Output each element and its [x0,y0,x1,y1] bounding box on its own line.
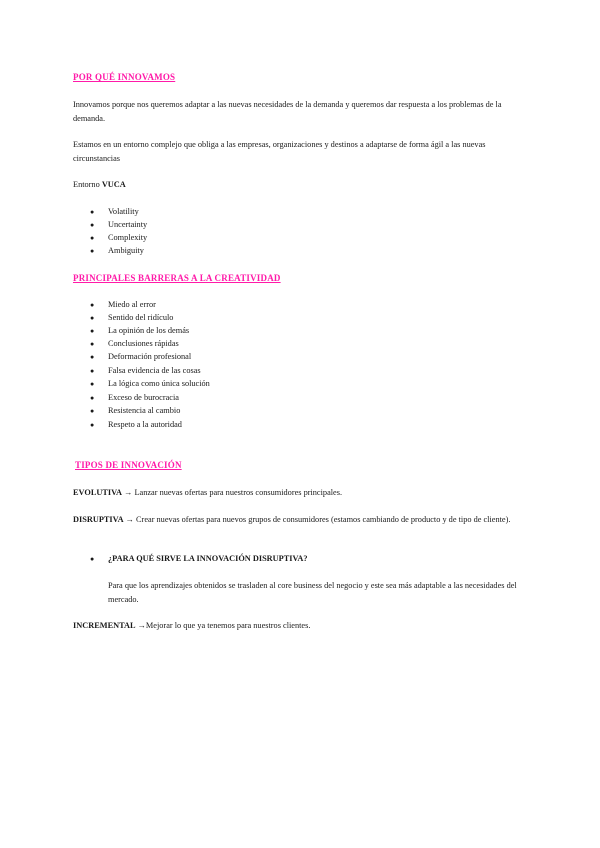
bullet-icon: ● [90,421,95,429]
list-item: ● La lógica como única solución [90,379,210,388]
heading-barreras-creatividad: PRINCIPALES BARRERAS A LA CREATIVIDAD [73,273,281,283]
incremental-text: →Mejorar lo que ya tenemos para nuestros clientes. [137,621,311,630]
paragraph-innovamos: Innovamos porque nos queremos adaptar a las nuevas necesidades de la demanda y queremos dar respuesta a los problemas de la demanda. [73,100,502,123]
vuca-term: VUCA [101,180,126,189]
bullet-icon: ● [90,407,95,415]
bullet-icon: ● [90,555,95,563]
evolutiva-text: → Lanzar nuevas ofertas para nuestros consumidores principales. [124,488,343,497]
bullet-icon: ● [90,367,95,375]
term-evolutiva: EVOLUTIVA [73,488,123,497]
vuca-line [73,178,533,192]
list-item: ● Sentido del ridículo [90,313,174,322]
bullet-icon: ● [90,314,95,322]
bullet-icon: ● [90,247,95,255]
bullet-icon: ● [90,221,95,229]
list-item: ● Ambiguity [90,246,144,255]
list-item: ● Complexity [90,233,148,242]
bullet-icon: ● [90,234,95,242]
list-item: ● Exceso de burocracia [90,393,179,402]
bullet-icon: ● [90,327,95,335]
bullet-icon: ● [90,380,95,388]
question-disruptiva: ¿PARA QUÉ SIRVE LA INNOVACIÓN DISRUPTIVA? [108,554,308,563]
heading-tipos-innovacion: TIPOS DE INNOVACIÓN [75,460,182,470]
term-disruptiva: DISRUPTIVA [73,515,124,524]
list-item: ● Volatility [90,207,139,216]
list-item: ● Respeto a la autoridad [90,420,182,429]
list-item: ● Deformación profesional [90,352,192,361]
heading-por-que-innovamos: POR QUÉ INNOVAMOS [73,72,176,82]
list-item: ● La opinión de los demás [90,326,190,335]
paragraph-answer: Para que los aprendizajes obtenidos se trasladen al core business del negocio y este sea más adaptable a las necesidades del mercado. [108,581,517,604]
vuca-prefix: Entorno [73,180,100,189]
list-item: ● Resistencia al cambio [90,406,181,415]
bullet-icon: ● [90,208,95,216]
list-item: ● Uncertainty [90,220,148,229]
bullet-icon: ● [90,353,95,361]
disruptiva-text: → Crear nuevas ofertas para nuevos grupos de consumidores (estamos cambiando de producto y de tipo de cliente). [125,515,511,524]
list-item-question [90,553,308,565]
paragraph-entorno-complejo: Estamos en un entorno complejo que obliga a las empresas, organizaciones y destinos a adaptarse de forma ágil a las nuevas circunstancias [73,140,486,163]
bullet-icon: ● [90,301,95,309]
paragraph-evolutiva [73,486,533,500]
paragraph-disruptiva [73,513,533,527]
term-incremental: INCREMENTAL [73,621,136,630]
list-item: ● Miedo al error [90,300,156,309]
bullet-icon: ● [90,340,95,348]
list-item: ● Falsa evidencia de las cosas [90,366,201,375]
paragraph-incremental [73,619,533,633]
bullet-icon: ● [90,394,95,402]
list-item: ● Conclusiones rápidas [90,339,179,348]
